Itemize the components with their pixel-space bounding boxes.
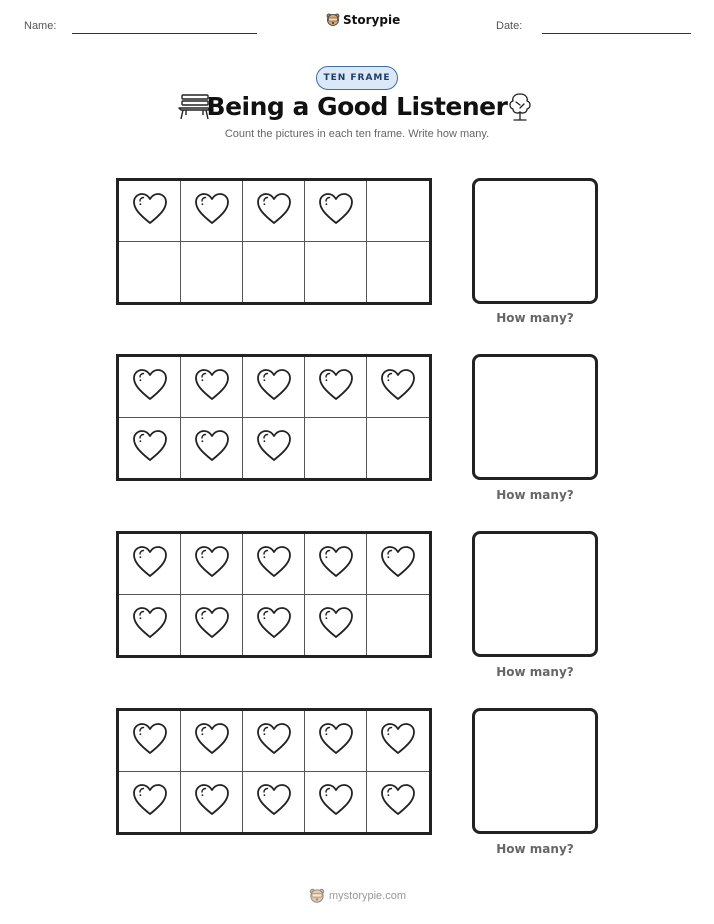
- heart-icon: [379, 367, 417, 407]
- heart-icon: [317, 782, 355, 822]
- heart-icon: [193, 782, 231, 822]
- ten-frame-cell: [367, 242, 429, 303]
- ten-frame-3: [116, 531, 432, 658]
- ten-frame-cell: [305, 357, 367, 418]
- answer-box-4[interactable]: [472, 708, 598, 834]
- heart-icon: [193, 721, 231, 761]
- storypie-mascot-icon: [309, 887, 325, 905]
- ten-frame-cell: [367, 595, 429, 656]
- answer-box-3[interactable]: [472, 531, 598, 657]
- heart-icon: [193, 605, 231, 645]
- ten-frame-cell: [367, 711, 429, 772]
- ten-frame-cell: [119, 181, 181, 242]
- heart-icon: [193, 544, 231, 584]
- heart-icon: [317, 544, 355, 584]
- ten-frame-cell: [181, 772, 243, 833]
- heart-icon: [379, 721, 417, 761]
- ten-frame-cell: [243, 181, 305, 242]
- ten-frame-cell: [367, 534, 429, 595]
- answer-box-2[interactable]: [472, 354, 598, 480]
- how-many-label-1: How many?: [496, 311, 574, 325]
- answer-box-1[interactable]: [472, 178, 598, 304]
- heart-icon: [255, 544, 293, 584]
- ten-frame-cell: [243, 711, 305, 772]
- heart-icon: [131, 428, 169, 468]
- ten-frame-2: [116, 354, 432, 481]
- ten-frame-cell: [367, 181, 429, 242]
- date-line[interactable]: [542, 33, 691, 34]
- brand-name: Storypie: [343, 13, 401, 27]
- heart-icon: [379, 782, 417, 822]
- heart-icon: [131, 605, 169, 645]
- ten-frame-cell: [181, 595, 243, 656]
- ten-frame-cell: [305, 711, 367, 772]
- ten-frame-cell: [181, 711, 243, 772]
- page-title: Being a Good Listener: [206, 92, 508, 121]
- ten-frame-cell: [243, 357, 305, 418]
- ten-frame-cell: [119, 242, 181, 303]
- ten-frame-cell: [119, 534, 181, 595]
- ten-frame-cell: [119, 357, 181, 418]
- date-label: Date:: [496, 20, 523, 32]
- name-label: Name:: [24, 20, 57, 32]
- heart-icon: [131, 544, 169, 584]
- ten-frame-cell: [181, 181, 243, 242]
- heart-icon: [193, 191, 231, 231]
- heart-icon: [131, 782, 169, 822]
- heart-icon: [255, 428, 293, 468]
- how-many-label-3: How many?: [496, 665, 574, 679]
- ten-frame-cell: [367, 772, 429, 833]
- ten-frame-cell: [243, 534, 305, 595]
- ten-frame-cell: [119, 711, 181, 772]
- ten-frame-cell: [367, 418, 429, 479]
- ten-frame-cell: [181, 418, 243, 479]
- ten-frame-cell: [181, 242, 243, 303]
- heart-icon: [193, 367, 231, 407]
- heart-icon: [255, 721, 293, 761]
- ten-frame-cell: [305, 534, 367, 595]
- ten-frame-cell: [243, 595, 305, 656]
- how-many-label-4: How many?: [496, 842, 574, 856]
- heart-icon: [193, 428, 231, 468]
- instructions: Count the pictures in each ten frame. Write how many.: [224, 128, 490, 140]
- tree-icon: [506, 91, 534, 123]
- heart-icon: [131, 721, 169, 761]
- heart-icon: [317, 367, 355, 407]
- heart-icon: [131, 367, 169, 407]
- ten-frame-cell: [305, 242, 367, 303]
- ten-frame-cell: [243, 772, 305, 833]
- heart-icon: [379, 544, 417, 584]
- ten-frame-cell: [119, 418, 181, 479]
- brand-logo: [326, 12, 400, 28]
- ten-frame-cell: [119, 772, 181, 833]
- ten-frame-cell: [119, 595, 181, 656]
- ten-frame-cell: [181, 534, 243, 595]
- heart-icon: [317, 191, 355, 231]
- ten-frame-cell: [305, 418, 367, 479]
- heart-icon: [255, 191, 293, 231]
- footer-url: mystorypie.com: [329, 890, 407, 902]
- how-many-label-2: How many?: [496, 488, 574, 502]
- ten-frame-cell: [243, 242, 305, 303]
- heart-icon: [255, 782, 293, 822]
- heart-icon: [255, 367, 293, 407]
- ten-frame-cell: [243, 418, 305, 479]
- ten-frame-cell: [181, 357, 243, 418]
- ten-frame-cell: [305, 595, 367, 656]
- heart-icon: [317, 721, 355, 761]
- storypie-mascot-icon: [326, 12, 340, 28]
- ten-frame-badge: TEN FRAME: [316, 66, 398, 90]
- ten-frame-4: [116, 708, 432, 835]
- heart-icon: [131, 191, 169, 231]
- footer: [309, 887, 406, 905]
- ten-frame-cell: [305, 772, 367, 833]
- name-line[interactable]: [72, 33, 257, 34]
- ten-frame-cell: [367, 357, 429, 418]
- heart-icon: [255, 605, 293, 645]
- heart-icon: [317, 605, 355, 645]
- ten-frame-1: [116, 178, 432, 305]
- ten-frame-cell: [305, 181, 367, 242]
